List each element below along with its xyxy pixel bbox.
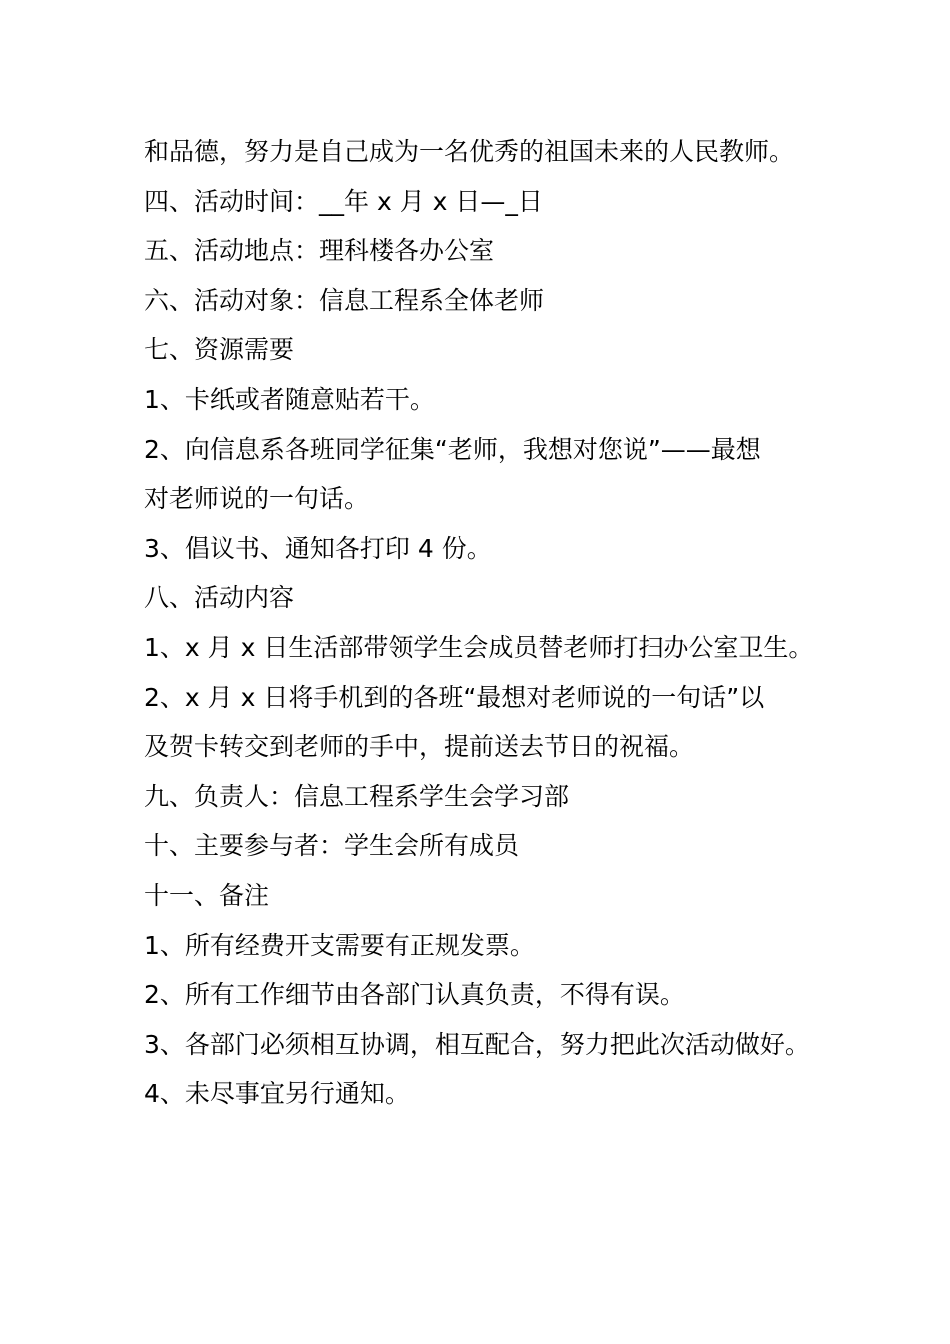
body-paragraph-continuation: 和品德，努力是自己成为一名优秀的祖国未来的人民教师。 bbox=[144, 137, 795, 166]
list-item: 3、各部门必须相互协调，相互配合，努力把此次活动做好。 bbox=[144, 1029, 810, 1059]
list-item: 1、卡纸或者随意贴若干。 bbox=[144, 384, 435, 414]
list-item-continuation: 对老师说的一句话。 bbox=[144, 484, 370, 514]
section-heading-content: 八、活动内容 bbox=[144, 583, 295, 613]
list-item: 1、所有经费开支需要有正规发票。 bbox=[144, 930, 535, 960]
section-heading-resources: 七、资源需要 bbox=[144, 335, 295, 365]
document-body bbox=[144, 127, 824, 1119]
section-activity-audience: 六、活动对象：信息工程系全体老师 bbox=[144, 285, 545, 315]
section-activity-time: 四、活动时间：__年 x 月 x 日—_日 bbox=[144, 186, 543, 216]
section-responsible: 九、负责人：信息工程系学生会学习部 bbox=[144, 781, 570, 811]
list-item: 4、未尽事宜另行通知。 bbox=[144, 1079, 410, 1109]
list-item-continuation: 及贺卡转交到老师的手中，提前送去节日的祝福。 bbox=[144, 732, 695, 762]
section-participants: 十、主要参与者：学生会所有成员 bbox=[144, 831, 520, 861]
list-item: 2、x 月 x 日将手机到的各班“最想对老师说的一句话”以 bbox=[144, 682, 765, 712]
section-heading-notes: 十一、备注 bbox=[144, 880, 270, 910]
list-item: 1、x 月 x 日生活部带领学生会成员替老师打扫办公室卫生。 bbox=[144, 632, 814, 662]
section-activity-location: 五、活动地点：理科楼各办公室 bbox=[144, 236, 495, 266]
list-item: 2、所有工作细节由各部门认真负责，不得有误。 bbox=[144, 980, 685, 1010]
list-item: 2、向信息系各班同学征集“老师，我想对您说”——最想 bbox=[144, 434, 761, 464]
list-item: 3、倡议书、通知各打印 4 份。 bbox=[144, 533, 492, 563]
